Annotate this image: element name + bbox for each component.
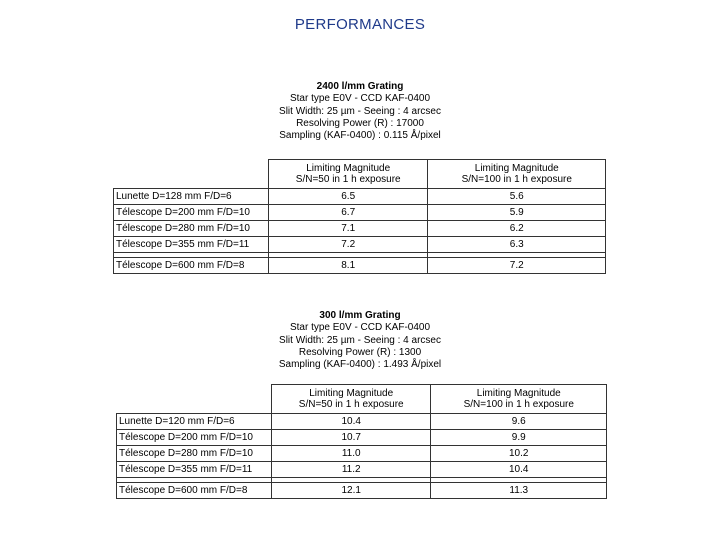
cell-value: 5.9: [428, 205, 606, 221]
cell-value: 10.7: [271, 430, 431, 446]
cell-value: 10.4: [431, 462, 607, 478]
spec-line: Sampling (KAF-0400) : 0.115 Å/pixel: [279, 130, 441, 142]
cell-value: 6.3: [428, 237, 606, 253]
grating-spec-block-300: [230, 310, 490, 371]
column-header-line: Limiting Magnitude: [476, 388, 561, 399]
row-label: Télescope D=200 mm F/D=10: [117, 430, 272, 446]
cell-value: 8.1: [268, 258, 428, 274]
column-header-line: Limiting Magnitude: [309, 388, 394, 399]
cell-value: 11.0: [271, 446, 431, 462]
table-row: [114, 221, 606, 237]
cell-value: 6.7: [268, 205, 428, 221]
table-row: [117, 430, 607, 446]
cell-value: 11.2: [271, 462, 431, 478]
cell-value: 6.5: [268, 189, 428, 205]
table-row: [117, 483, 607, 499]
table-row: [117, 414, 607, 430]
table-row: [114, 237, 606, 253]
column-header-line: Limiting Magnitude: [474, 163, 559, 174]
table-header-row: [114, 160, 606, 189]
cell-value: 7.2: [428, 258, 606, 274]
cell-value: 10.2: [431, 446, 607, 462]
column-header: [428, 160, 606, 189]
row-label: Télescope D=355 mm F/D=11: [114, 237, 269, 253]
spec-line: Sampling (KAF-0400) : 1.493 Å/pixel: [278, 359, 442, 371]
spec-line: Slit Width: 25 µm - Seeing : 4 arcsec: [279, 334, 441, 346]
spec-line: Resolving Power (R) : 17000: [296, 117, 424, 129]
row-label: Télescope D=600 mm F/D=8: [117, 483, 272, 499]
row-label: Télescope D=200 mm F/D=10: [114, 205, 269, 221]
table-row: [114, 189, 606, 205]
table-row: [117, 446, 607, 462]
row-label: Télescope D=280 mm F/D=10: [114, 221, 269, 237]
table-header-row: [117, 385, 607, 414]
spec-line: Star type E0V - CCD KAF-0400: [289, 93, 431, 105]
cell-value: 9.6: [431, 414, 607, 430]
page-title: PERFORMANCES: [294, 16, 426, 33]
cell-value: 10.4: [271, 414, 431, 430]
spec-line: Star type E0V - CCD KAF-0400: [289, 322, 431, 334]
spec-line: Slit Width: 25 µm - Seeing : 4 arcsec: [279, 105, 441, 117]
column-header-line: S/N=50 in 1 h exposure: [298, 399, 404, 410]
column-header-line: Limiting Magnitude: [306, 163, 391, 174]
row-label: Télescope D=280 mm F/D=10: [117, 446, 272, 462]
magnitude-table-2400: [113, 159, 606, 274]
row-label: Lunette D=128 mm F/D=6: [114, 189, 269, 205]
cell-value: 9.9: [431, 430, 607, 446]
header-blank-cell: [114, 160, 269, 189]
table-row: [114, 205, 606, 221]
row-label: Lunette D=120 mm F/D=6: [117, 414, 272, 430]
column-header-line: S/N=100 in 1 h exposure: [463, 399, 574, 410]
column-header: [271, 385, 431, 414]
grating-heading: 2400 l/mm Grating: [316, 81, 404, 92]
grating-heading: 300 l/mm Grating: [319, 310, 401, 321]
column-header: [268, 160, 428, 189]
cell-value: 11.3: [431, 483, 607, 499]
spec-line: Resolving Power (R) : 1300: [298, 346, 422, 358]
row-label: Télescope D=355 mm F/D=11: [117, 462, 272, 478]
grating-spec-block-2400: [230, 81, 490, 142]
cell-value: 7.2: [268, 237, 428, 253]
header-blank-cell: [117, 385, 272, 414]
table-row: [117, 462, 607, 478]
cell-value: 12.1: [271, 483, 431, 499]
table-row: [114, 258, 606, 274]
column-header-line: S/N=100 in 1 h exposure: [461, 174, 572, 185]
magnitude-table-300: [116, 384, 607, 499]
column-header: [431, 385, 607, 414]
cell-value: 7.1: [268, 221, 428, 237]
cell-value: 5.6: [428, 189, 606, 205]
row-label: Télescope D=600 mm F/D=8: [114, 258, 269, 274]
cell-value: 6.2: [428, 221, 606, 237]
column-header-line: S/N=50 in 1 h exposure: [295, 174, 401, 185]
